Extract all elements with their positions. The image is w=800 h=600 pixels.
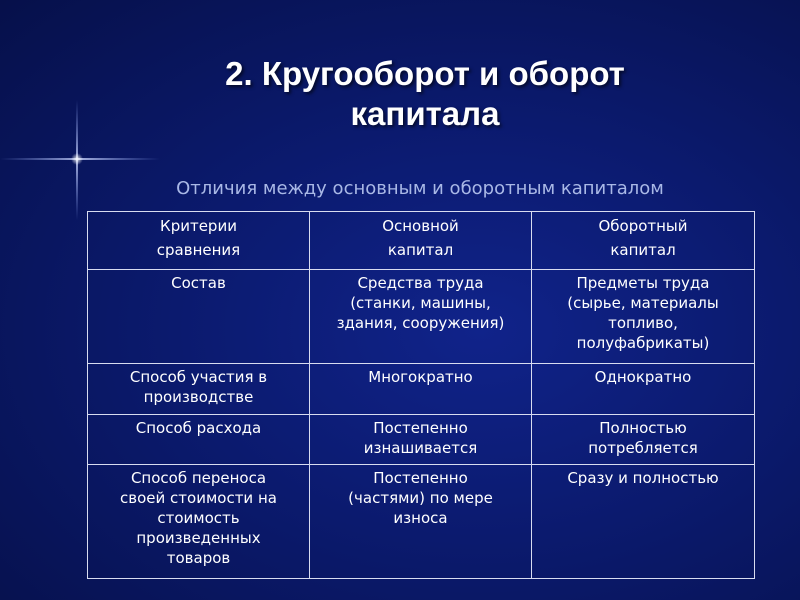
header-line: Критерии <box>160 217 237 235</box>
cell-criterion <box>88 414 310 464</box>
header-line: Оборотный <box>598 217 688 235</box>
table-row <box>88 270 755 364</box>
cell-fixed <box>310 270 532 364</box>
header-line: капитал <box>610 241 676 259</box>
header-line: капитал <box>387 241 454 259</box>
cell-working <box>532 414 755 464</box>
cell-line: топливо, <box>608 314 678 333</box>
slide-title-line2: капитала <box>350 95 500 132</box>
cell-line: Однократно <box>594 368 692 387</box>
cell-line: Состав <box>171 274 226 293</box>
header-fixed-capital <box>310 212 532 270</box>
header-working-capital <box>532 212 755 270</box>
comparison-table <box>87 211 755 579</box>
cell-line: своей стоимости на <box>120 488 277 507</box>
cell-criterion <box>88 364 310 414</box>
cell-line: товаров <box>166 548 231 567</box>
cell-line: износа <box>393 508 448 527</box>
cell-line: Предметы труда <box>576 274 710 293</box>
slide-subtitle: Отличия между основным и оборотным капиталом <box>176 178 664 199</box>
cell-working <box>532 364 755 414</box>
cell-line: изнашивается <box>363 438 478 457</box>
cell-fixed <box>310 464 532 578</box>
cell-working <box>532 464 755 578</box>
cell-line: полуфабрикаты) <box>576 334 710 353</box>
cell-line: Полностью <box>599 418 687 437</box>
cell-line: Способ участия в <box>129 368 268 387</box>
table-row <box>88 464 755 578</box>
cell-line: Способ переноса <box>130 468 267 487</box>
header-line: сравнения <box>156 241 241 259</box>
cell-fixed <box>310 414 532 464</box>
cell-line: Многократно <box>368 368 473 387</box>
cell-line: потребляется <box>588 438 698 457</box>
cell-criterion <box>88 464 310 578</box>
cell-line: здания, сооружения) <box>336 314 505 333</box>
table-row <box>88 364 755 414</box>
cell-line: Сразу и полностью <box>567 468 719 487</box>
cell-line: Постепенно <box>373 468 468 487</box>
cell-line: стоимость <box>157 508 240 527</box>
cell-working <box>532 270 755 364</box>
table-header-row <box>88 212 755 270</box>
cell-criterion <box>88 270 310 364</box>
header-line: Основной <box>382 217 459 235</box>
cell-fixed <box>310 364 532 414</box>
table-row <box>88 414 755 464</box>
cell-line: (сырье, материалы <box>567 294 719 313</box>
cell-line: производстве <box>143 388 254 407</box>
cell-line: Способ расхода <box>135 418 262 437</box>
cell-line: (станки, машины, <box>350 294 491 313</box>
cell-line: произведенных <box>136 528 261 547</box>
cell-line: Постепенно <box>373 418 468 437</box>
slide-title-line1: 2. Кругооборот и оборот <box>225 55 625 92</box>
cell-line: (частями) по мере <box>348 488 493 507</box>
header-criteria <box>88 212 310 270</box>
cell-line: Средства труда <box>357 274 484 293</box>
